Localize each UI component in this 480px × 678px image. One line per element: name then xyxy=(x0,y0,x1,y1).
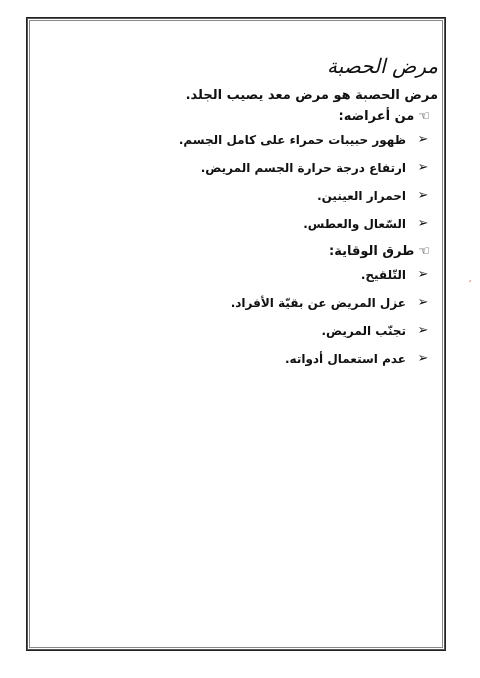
document-content xyxy=(40,40,440,379)
list-item xyxy=(40,188,430,203)
list-item xyxy=(40,160,430,175)
arrow-pointer-icon: ➢ xyxy=(417,216,429,231)
stray-mark: ˊ xyxy=(467,280,472,291)
arrow-pointer-icon: ➢ xyxy=(417,323,429,338)
list-item xyxy=(40,295,430,310)
prevention-heading-label: طرق الوقاية: xyxy=(329,244,415,259)
symptoms-list xyxy=(40,132,440,231)
list-item xyxy=(40,267,430,282)
arrow-pointer-icon: ➢ xyxy=(417,351,429,366)
hand-pointer-icon: ☜ xyxy=(418,244,430,259)
list-item-text: تجنّب المريض. xyxy=(321,323,406,338)
prevention-list xyxy=(40,267,440,366)
list-item-text: ظهور حبيبات حمراء على كامل الجسم. xyxy=(178,132,406,147)
list-item-text: احمرار العينين. xyxy=(317,188,406,203)
list-item-text: السّعال والعطس. xyxy=(303,216,406,231)
list-item-text: عدم استعمال أدواته. xyxy=(284,351,406,366)
arrow-pointer-icon: ➢ xyxy=(417,267,429,282)
prevention-heading xyxy=(40,244,440,259)
arrow-pointer-icon: ➢ xyxy=(417,188,429,203)
arrow-pointer-icon: ➢ xyxy=(417,160,429,175)
hand-pointer-icon: ☜ xyxy=(418,109,430,124)
page-title: مرض الحصبة xyxy=(327,54,438,78)
intro-text: مرض الحصبة هو مرض معد يصيب الجلد. xyxy=(185,88,438,103)
arrow-pointer-icon: ➢ xyxy=(417,295,429,310)
list-item xyxy=(40,323,430,338)
list-item-text: ارتفاع درجة حرارة الجسم المريض. xyxy=(200,160,406,175)
list-item xyxy=(40,351,430,366)
arrow-pointer-icon: ➢ xyxy=(417,132,429,147)
list-item xyxy=(40,132,430,147)
list-item xyxy=(40,216,430,231)
list-item-text: عزل المريض عن بقيّة الأفراد. xyxy=(230,295,406,310)
symptoms-heading-label: من أعراضه: xyxy=(338,109,415,124)
symptoms-heading xyxy=(40,109,440,124)
list-item-text: التّلقيح. xyxy=(360,267,406,282)
